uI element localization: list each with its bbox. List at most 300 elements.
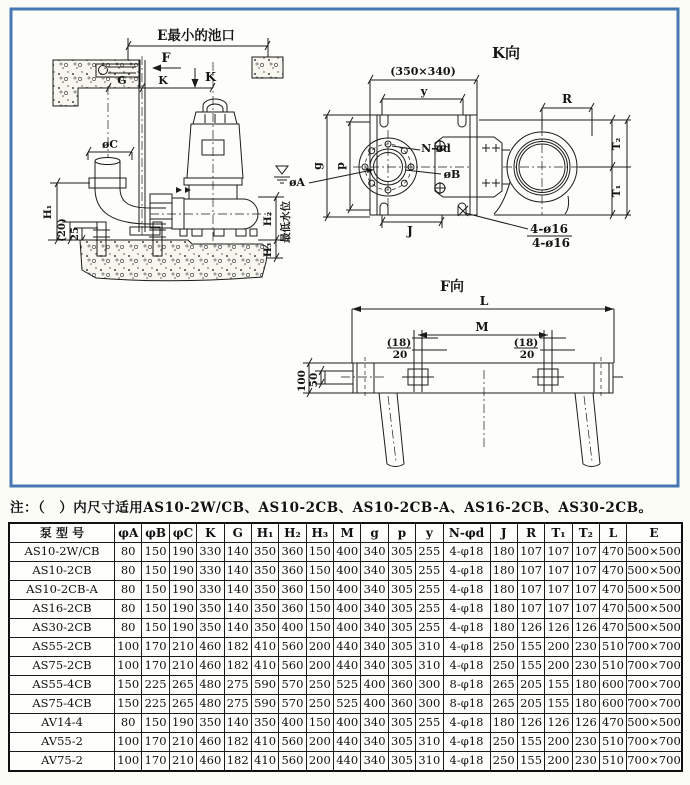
column-header: G: [224, 523, 251, 543]
table-row: [9, 638, 682, 657]
column-header: J: [490, 523, 517, 543]
value-cell: 150: [142, 714, 169, 733]
value-cell: 150: [306, 543, 333, 562]
value-cell: 360: [388, 695, 415, 714]
value-cell: 210: [169, 657, 196, 676]
value-cell: 330: [197, 562, 224, 581]
value-cell: 600: [600, 676, 627, 695]
value-cell: 305: [388, 714, 415, 733]
value-cell: 140: [224, 581, 251, 600]
value-cell: 107: [517, 581, 544, 600]
dim-label-20: (20): [57, 218, 68, 242]
value-cell: 440: [334, 657, 361, 676]
dim-label-phi-b: øB: [443, 168, 461, 181]
dim-label-l: L: [479, 293, 489, 308]
min-water-level-label: 最低水位: [280, 201, 292, 243]
value-cell: 350: [197, 714, 224, 733]
value-cell: 170: [142, 657, 169, 676]
value-cell: 100: [115, 733, 142, 752]
value-cell: 225: [142, 676, 169, 695]
value-cell: 180: [490, 543, 517, 562]
value-cell: 155: [517, 733, 544, 752]
value-cell: 255: [416, 714, 443, 733]
value-cell: 500×500: [627, 619, 683, 638]
value-cell: 590: [251, 676, 278, 695]
dim-label-e: E最小的池口: [157, 28, 235, 44]
value-cell: 400: [334, 714, 361, 733]
value-cell: 340: [361, 581, 388, 600]
dim-label-100: 100: [296, 370, 308, 392]
value-cell: 150: [306, 600, 333, 619]
value-cell: 500×500: [627, 714, 683, 733]
value-cell: 255: [416, 581, 443, 600]
model-cell: AS10-2CB: [9, 562, 115, 581]
value-cell: 140: [224, 562, 251, 581]
table-row: [9, 600, 682, 619]
value-cell: 400: [334, 562, 361, 581]
value-cell: 275: [224, 695, 251, 714]
value-cell: 310: [416, 752, 443, 772]
table-body: [9, 543, 682, 772]
value-cell: 182: [224, 657, 251, 676]
dim-label-f: F: [161, 51, 171, 66]
dir-label-k: K: [205, 69, 216, 84]
dim-label-t1: T₁: [611, 184, 623, 198]
value-cell: 460: [197, 733, 224, 752]
column-header: 泵 型 号: [9, 523, 115, 543]
value-cell: 500×500: [627, 562, 683, 581]
column-header: φA: [115, 523, 142, 543]
value-cell: 400: [361, 676, 388, 695]
value-cell: 700×700: [627, 676, 683, 695]
value-cell: 305: [388, 619, 415, 638]
f-view-title: F向: [440, 279, 464, 295]
value-cell: 410: [251, 752, 278, 772]
value-cell: 182: [224, 638, 251, 657]
column-header: H₂: [279, 523, 306, 543]
value-cell: 250: [490, 657, 517, 676]
model-cell: AS30-2CB: [9, 619, 115, 638]
value-cell: 480: [197, 695, 224, 714]
value-cell: 180: [572, 695, 599, 714]
value-cell: 250: [306, 676, 333, 695]
value-cell: 80: [115, 619, 142, 638]
dim-label-18-left: (18): [386, 337, 412, 349]
value-cell: 500×500: [627, 600, 683, 619]
value-cell: 560: [279, 638, 306, 657]
value-cell: 700×700: [627, 695, 683, 714]
value-cell: 265: [490, 695, 517, 714]
value-cell: 275: [224, 676, 251, 695]
value-cell: 170: [142, 733, 169, 752]
value-cell: 560: [279, 752, 306, 772]
value-cell: 126: [545, 714, 572, 733]
dim-label-25: 25: [70, 227, 81, 241]
value-cell: 410: [251, 733, 278, 752]
value-cell: 107: [517, 600, 544, 619]
k-view-title: K向: [491, 44, 521, 62]
value-cell: 510: [600, 752, 627, 772]
value-cell: 210: [169, 752, 196, 772]
column-header: L: [600, 523, 627, 543]
column-header: K: [197, 523, 224, 543]
value-cell: 190: [169, 619, 196, 638]
value-cell: 525: [334, 695, 361, 714]
value-cell: 350: [251, 581, 278, 600]
value-cell: 150: [142, 543, 169, 562]
table-row: [9, 714, 682, 733]
model-cell: AS55-2CB: [9, 638, 115, 657]
model-cell: AV14-4: [9, 714, 115, 733]
value-cell: 150: [142, 581, 169, 600]
value-cell: 100: [115, 638, 142, 657]
column-header: R: [517, 523, 544, 543]
value-cell: 360: [279, 562, 306, 581]
value-cell: 340: [361, 600, 388, 619]
value-cell: 340: [361, 638, 388, 657]
dim-label-20-left: 20: [392, 349, 408, 361]
value-cell: 107: [545, 543, 572, 562]
value-cell: 340: [361, 619, 388, 638]
value-cell: 107: [572, 562, 599, 581]
value-cell: 230: [572, 657, 599, 676]
value-cell: 80: [115, 543, 142, 562]
value-cell: 410: [251, 657, 278, 676]
value-cell: 400: [334, 543, 361, 562]
value-cell: 305: [388, 543, 415, 562]
value-cell: 210: [169, 733, 196, 752]
dim-label-k: K: [158, 74, 168, 87]
value-cell: 150: [306, 619, 333, 638]
value-cell: 225: [142, 695, 169, 714]
value-cell: 470: [600, 562, 627, 581]
value-cell: 480: [197, 676, 224, 695]
value-cell: 190: [169, 562, 196, 581]
value-cell: 155: [517, 657, 544, 676]
value-cell: 210: [169, 638, 196, 657]
value-cell: 360: [279, 600, 306, 619]
value-cell: 350: [197, 619, 224, 638]
value-cell: 182: [224, 752, 251, 772]
value-cell: 255: [416, 619, 443, 638]
value-cell: 300: [416, 695, 443, 714]
value-cell: 560: [279, 657, 306, 676]
dim-label-350x340: (350×340): [390, 65, 456, 78]
value-cell: 140: [224, 600, 251, 619]
value-cell: 500×500: [627, 543, 683, 562]
value-cell: 255: [416, 562, 443, 581]
model-cell: AS75-2CB: [9, 657, 115, 676]
value-cell: 460: [197, 638, 224, 657]
value-cell: 400: [279, 619, 306, 638]
value-cell: 126: [545, 619, 572, 638]
column-header: T₂: [572, 523, 599, 543]
value-cell: 200: [306, 752, 333, 772]
table-row: [9, 752, 682, 772]
dim-label-h1: H₁: [42, 204, 54, 220]
dim-label-h2: H₂: [262, 211, 274, 227]
value-cell: 200: [306, 657, 333, 676]
value-cell: 410: [251, 638, 278, 657]
value-cell: 80: [115, 581, 142, 600]
column-header: p: [388, 523, 415, 543]
value-cell: 400: [334, 619, 361, 638]
value-cell: 150: [306, 562, 333, 581]
value-cell: 180: [490, 619, 517, 638]
value-cell: 470: [600, 543, 627, 562]
value-cell: 350: [251, 600, 278, 619]
value-cell: 350: [197, 600, 224, 619]
value-cell: 310: [416, 638, 443, 657]
value-cell: 4-φ18: [443, 581, 490, 600]
value-cell: 150: [142, 600, 169, 619]
value-cell: 510: [600, 638, 627, 657]
model-cell: AS10-2W/CB: [9, 543, 115, 562]
value-cell: 340: [361, 733, 388, 752]
value-cell: 340: [361, 657, 388, 676]
value-cell: 150: [142, 619, 169, 638]
value-cell: 170: [142, 752, 169, 772]
column-header: g: [361, 523, 388, 543]
value-cell: 255: [416, 600, 443, 619]
column-header: M: [334, 523, 361, 543]
value-cell: 300: [416, 676, 443, 695]
value-cell: 180: [490, 600, 517, 619]
value-cell: 200: [306, 733, 333, 752]
value-cell: 230: [572, 752, 599, 772]
value-cell: 180: [572, 676, 599, 695]
value-cell: 340: [361, 562, 388, 581]
model-cell: AS10-2CB-A: [9, 581, 115, 600]
column-header: φB: [142, 523, 169, 543]
value-cell: 470: [600, 581, 627, 600]
value-cell: 107: [572, 600, 599, 619]
value-cell: 340: [361, 714, 388, 733]
value-cell: 4-φ18: [443, 714, 490, 733]
model-cell: AS55-4CB: [9, 676, 115, 695]
value-cell: 265: [169, 695, 196, 714]
value-cell: 250: [490, 733, 517, 752]
table-row: [9, 676, 682, 695]
value-cell: 700×700: [627, 733, 683, 752]
value-cell: 205: [517, 676, 544, 695]
value-cell: 8-φ18: [443, 676, 490, 695]
dim-label-g: g: [311, 162, 324, 170]
value-cell: 80: [115, 714, 142, 733]
value-cell: 107: [572, 543, 599, 562]
value-cell: 200: [545, 752, 572, 772]
header-row: [9, 523, 682, 543]
value-cell: 500×500: [627, 581, 683, 600]
dim-label-t2: T₂: [611, 137, 623, 151]
value-cell: 126: [517, 714, 544, 733]
bolt-label-4x16-top: 4-ø16: [529, 222, 569, 236]
value-cell: 305: [388, 562, 415, 581]
value-cell: 560: [279, 733, 306, 752]
value-cell: 107: [545, 600, 572, 619]
value-cell: 700×700: [627, 638, 683, 657]
value-cell: 700×700: [627, 657, 683, 676]
value-cell: 150: [306, 714, 333, 733]
value-cell: 126: [572, 714, 599, 733]
model-cell: AS16-2CB: [9, 600, 115, 619]
value-cell: 4-φ18: [443, 600, 490, 619]
value-cell: 305: [388, 581, 415, 600]
value-cell: 360: [279, 543, 306, 562]
value-cell: 107: [572, 581, 599, 600]
dim-label-20-right: 20: [519, 349, 535, 361]
value-cell: 182: [224, 733, 251, 752]
value-cell: 570: [279, 695, 306, 714]
model-cell: AV55-2: [9, 733, 115, 752]
column-header: N-φd: [443, 523, 490, 543]
value-cell: 205: [517, 695, 544, 714]
value-cell: 360: [279, 581, 306, 600]
value-cell: 330: [197, 543, 224, 562]
dim-label-n-phid: N-ød: [421, 142, 451, 155]
value-cell: 155: [545, 695, 572, 714]
value-cell: 190: [169, 714, 196, 733]
value-cell: 140: [224, 543, 251, 562]
value-cell: 8-φ18: [443, 695, 490, 714]
value-cell: 100: [115, 752, 142, 772]
dim-label-18-right: (18): [513, 337, 539, 349]
value-cell: 150: [306, 581, 333, 600]
value-cell: 107: [545, 562, 572, 581]
value-cell: 80: [115, 562, 142, 581]
dim-label-phi-a: øA: [289, 176, 305, 189]
value-cell: 180: [490, 714, 517, 733]
value-cell: 190: [169, 581, 196, 600]
value-cell: 4-φ18: [443, 619, 490, 638]
value-cell: 305: [388, 733, 415, 752]
note-line: 注：（ ）内尺寸适用AS10-2W/CB、AS10-2CB、AS10-2CB-A、AS16-2CB、AS30-2CB。: [10, 500, 653, 516]
value-cell: 155: [517, 638, 544, 657]
value-cell: 460: [197, 657, 224, 676]
model-cell: AS75-4CB: [9, 695, 115, 714]
value-cell: 230: [572, 733, 599, 752]
table-head: [9, 523, 682, 543]
value-cell: 255: [416, 543, 443, 562]
column-header: H₁: [251, 523, 278, 543]
value-cell: 400: [334, 581, 361, 600]
value-cell: 4-φ18: [443, 543, 490, 562]
value-cell: 265: [490, 676, 517, 695]
value-cell: 155: [517, 752, 544, 772]
dim-label-50: 50: [308, 372, 320, 388]
value-cell: 107: [517, 543, 544, 562]
value-cell: 107: [517, 562, 544, 581]
column-header: y: [416, 523, 443, 543]
value-cell: 305: [388, 638, 415, 657]
value-cell: 155: [545, 676, 572, 695]
value-cell: 510: [600, 657, 627, 676]
value-cell: 460: [197, 752, 224, 772]
dim-label-j: J: [407, 224, 413, 238]
value-cell: 200: [545, 638, 572, 657]
value-cell: 200: [306, 638, 333, 657]
value-cell: 200: [545, 733, 572, 752]
value-cell: 350: [251, 714, 278, 733]
value-cell: 350: [251, 543, 278, 562]
value-cell: 360: [388, 676, 415, 695]
value-cell: 330: [197, 581, 224, 600]
value-cell: 140: [224, 619, 251, 638]
table-row: [9, 581, 682, 600]
value-cell: 250: [306, 695, 333, 714]
value-cell: 200: [545, 657, 572, 676]
dim-label-h3: H₃: [262, 242, 274, 258]
value-cell: 525: [334, 676, 361, 695]
value-cell: 470: [600, 600, 627, 619]
value-cell: 250: [490, 752, 517, 772]
column-header: φC: [169, 523, 196, 543]
value-cell: 440: [334, 752, 361, 772]
value-cell: 310: [416, 657, 443, 676]
dim-label-y: y: [420, 84, 428, 98]
dim-label-g: G: [117, 74, 127, 87]
value-cell: 350: [251, 562, 278, 581]
value-cell: 140: [224, 714, 251, 733]
table-row: [9, 543, 682, 562]
value-cell: 305: [388, 657, 415, 676]
column-header: E: [627, 523, 683, 543]
column-header: H₃: [306, 523, 333, 543]
value-cell: 4-φ18: [443, 733, 490, 752]
value-cell: 150: [142, 562, 169, 581]
table-row: [9, 657, 682, 676]
value-cell: 310: [416, 733, 443, 752]
value-cell: 305: [388, 600, 415, 619]
value-cell: 440: [334, 638, 361, 657]
dim-label-m: M: [475, 320, 489, 334]
value-cell: 150: [115, 695, 142, 714]
column-header: T₁: [545, 523, 572, 543]
value-cell: 126: [572, 619, 599, 638]
table-row: [9, 562, 682, 581]
value-cell: 340: [361, 752, 388, 772]
value-cell: 4-φ18: [443, 657, 490, 676]
value-cell: 590: [251, 695, 278, 714]
value-cell: 350: [251, 619, 278, 638]
value-cell: 700×700: [627, 752, 683, 772]
value-cell: 4-φ18: [443, 638, 490, 657]
dimension-table: [8, 522, 683, 772]
value-cell: 4-φ18: [443, 752, 490, 772]
value-cell: 107: [545, 581, 572, 600]
table-row: [9, 695, 682, 714]
bolt-label-4x16-bottom: 4-ø16: [531, 236, 571, 250]
value-cell: 80: [115, 600, 142, 619]
value-cell: 470: [600, 714, 627, 733]
value-cell: 265: [169, 676, 196, 695]
value-cell: 190: [169, 543, 196, 562]
value-cell: 340: [361, 543, 388, 562]
value-cell: 440: [334, 733, 361, 752]
model-cell: AV75-2: [9, 752, 115, 772]
value-cell: 180: [490, 581, 517, 600]
value-cell: 180: [490, 562, 517, 581]
value-cell: 126: [517, 619, 544, 638]
table-row: [9, 619, 682, 638]
dim-label-r: R: [562, 92, 572, 106]
value-cell: 4-φ18: [443, 562, 490, 581]
value-cell: 100: [115, 657, 142, 676]
value-cell: 470: [600, 619, 627, 638]
value-cell: 150: [115, 676, 142, 695]
value-cell: 230: [572, 638, 599, 657]
dim-label-phi-c: øC: [101, 138, 119, 151]
